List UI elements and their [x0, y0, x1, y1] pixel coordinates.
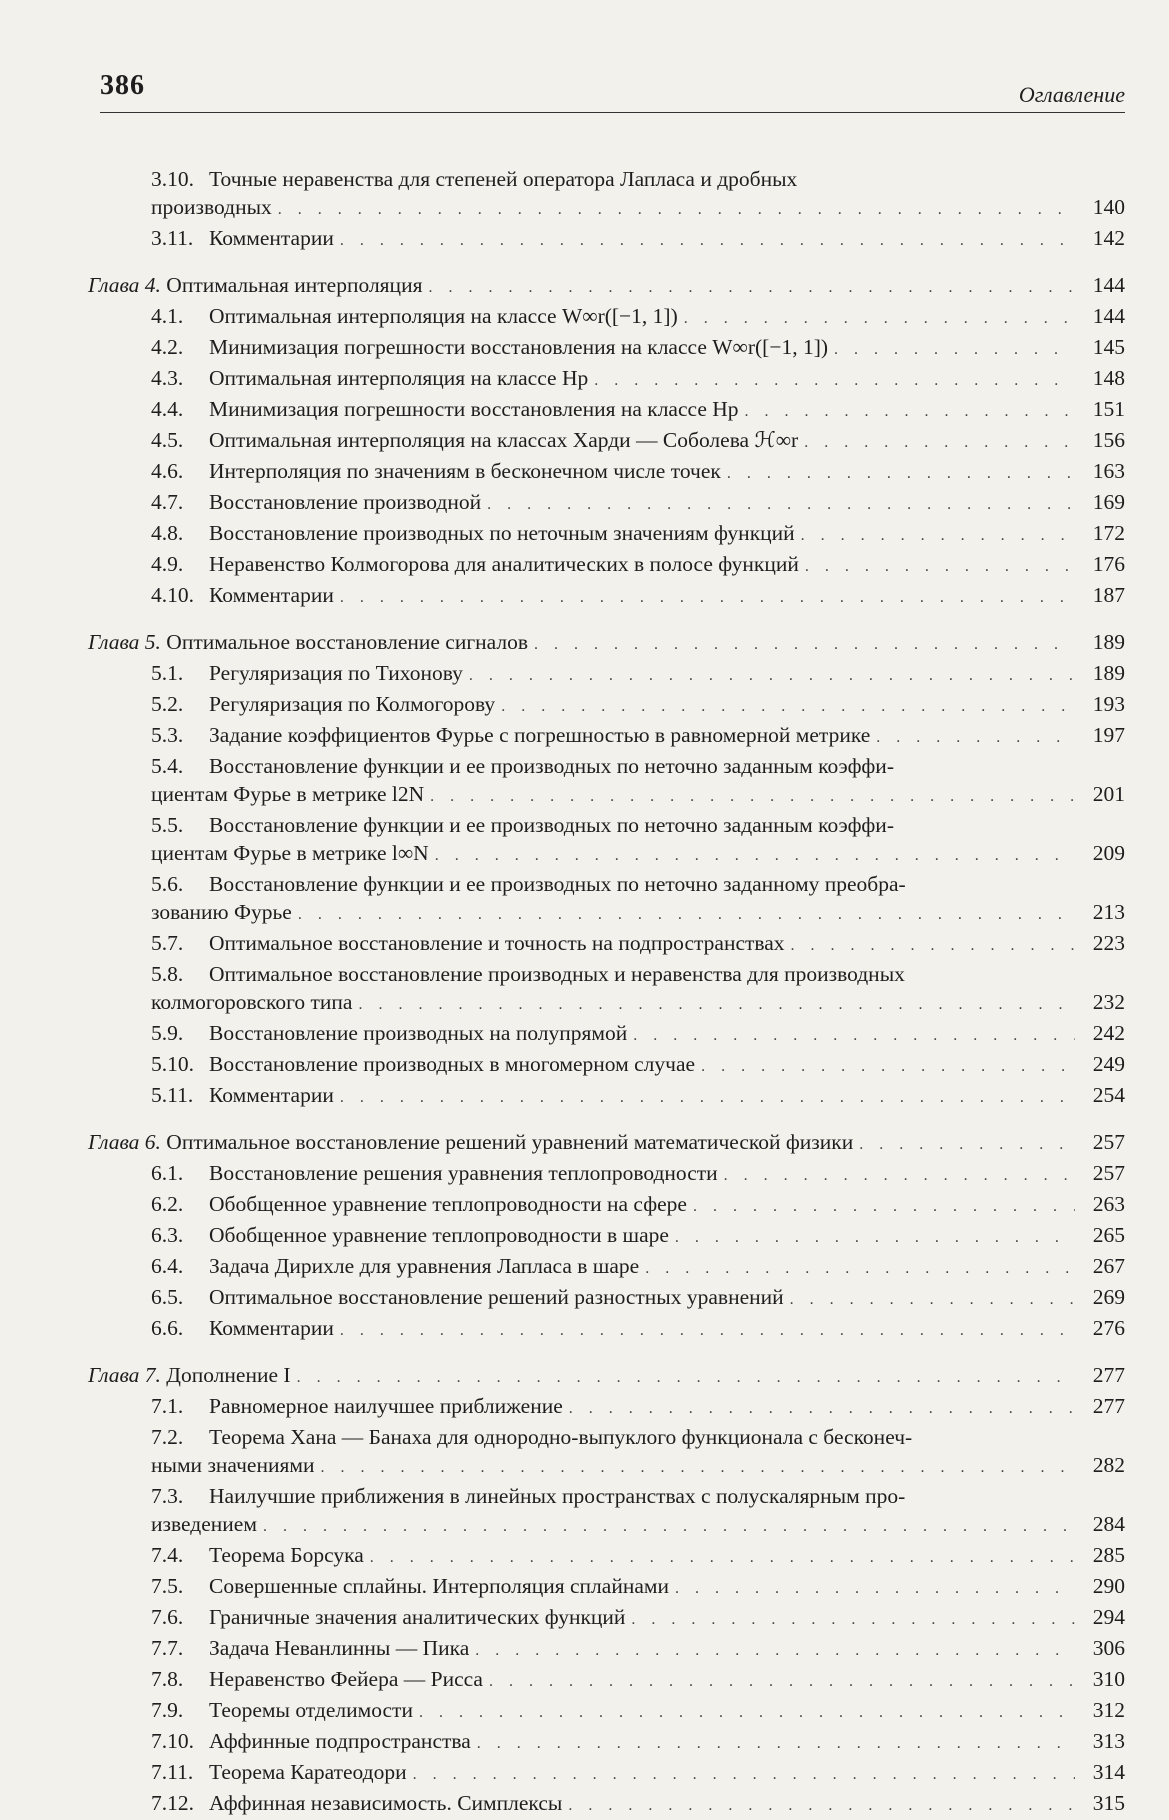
entry-title: Совершенные сплайны. Интерполяция сплайнами — [209, 1574, 669, 1598]
page-ref: 213 — [1092, 900, 1125, 924]
page-ref: 277 — [1092, 1394, 1125, 1418]
section-number: 4.8. — [151, 521, 184, 545]
leader-dots — [297, 1364, 1075, 1392]
leader-dots — [701, 1053, 1075, 1081]
entry-title: ными значениями — [151, 1453, 315, 1477]
chapter-label: Глава 7. — [88, 1363, 161, 1387]
leader-dots — [340, 227, 1075, 255]
section-number: 5.8. — [151, 962, 184, 986]
toc-line — [88, 224, 1125, 255]
entry-title: Восстановление производных по неточным значениям функций — [209, 521, 795, 545]
page-ref: 193 — [1092, 692, 1125, 716]
leader-dots — [745, 398, 1075, 426]
entry-title: Теорема Каратеодори — [209, 1760, 407, 1784]
entry-title: Минимизация погрешности восстановления на классе Hp — [209, 397, 739, 421]
toc-line — [88, 364, 1125, 395]
entry-title: циентам Фурье в метрике l2N — [151, 782, 425, 806]
toc-line — [88, 550, 1125, 581]
toc-line — [88, 1128, 1125, 1159]
page-ref: 249 — [1092, 1052, 1125, 1076]
section-number: 4.7. — [151, 490, 184, 514]
toc-section — [88, 550, 1125, 581]
leader-dots — [435, 842, 1075, 870]
page-ref: 285 — [1092, 1543, 1125, 1567]
running-title: Оглавление — [1018, 82, 1125, 107]
toc-section — [88, 1392, 1125, 1423]
page-ref: 312 — [1092, 1698, 1125, 1722]
toc-section — [88, 519, 1125, 550]
toc-section — [88, 224, 1125, 255]
toc-line — [88, 721, 1125, 752]
section-number: 7.9. — [151, 1698, 184, 1722]
entry-title: Равномерное наилучшее приближение — [209, 1394, 563, 1418]
toc-line — [88, 1190, 1125, 1221]
page-ref: 267 — [1092, 1254, 1125, 1278]
entry-title: Задача Дирихле для уравнения Лапласа в шаре — [209, 1254, 640, 1278]
entry-title: Комментарии — [209, 226, 334, 250]
toc-line — [88, 929, 1125, 960]
page-ref: 315 — [1092, 1791, 1125, 1815]
section-number: 7.7. — [151, 1636, 184, 1660]
section-number: 6.3. — [151, 1223, 184, 1247]
section-number: 4.6. — [151, 459, 184, 483]
chapter-label: Глава 5. — [88, 630, 161, 654]
page-ref: 276 — [1092, 1316, 1125, 1340]
entry-title: Обобщенное уравнение теплопроводности на сфере — [209, 1192, 687, 1216]
leader-dots — [594, 367, 1075, 395]
toc-line — [88, 1665, 1125, 1696]
entry-title: Оптимальное восстановление производных и неравенства для производных — [209, 962, 905, 986]
entry-title: Регуляризация по Колмогорову — [209, 692, 496, 716]
leader-dots — [834, 336, 1075, 364]
section-number: 4.9. — [151, 552, 184, 576]
page-ref: 282 — [1092, 1453, 1125, 1477]
section-number: 5.5. — [151, 813, 184, 837]
leader-dots — [340, 1084, 1075, 1112]
toc-line — [88, 1696, 1125, 1727]
page-ref: 187 — [1092, 583, 1125, 607]
toc-section — [88, 752, 1125, 811]
toc-section — [88, 870, 1125, 929]
toc-line — [88, 395, 1125, 426]
section-number: 7.10. — [151, 1729, 194, 1753]
section-number: 5.10. — [151, 1052, 194, 1076]
section-number: 3.11. — [151, 226, 194, 250]
entry-title: Теоремы отделимости — [209, 1698, 413, 1722]
section-number: 5.4. — [151, 754, 184, 778]
entry-title: Восстановление производных на полупрямой — [209, 1021, 628, 1045]
toc-line — [88, 1541, 1125, 1572]
entry-title: Обобщенное уравнение теплопроводности в шаре — [209, 1223, 669, 1247]
leader-dots — [684, 305, 1075, 333]
page-ref: 284 — [1092, 1512, 1125, 1536]
toc-section — [88, 1572, 1125, 1603]
leader-dots — [477, 1730, 1075, 1758]
leader-dots — [534, 631, 1075, 659]
toc-line — [88, 1727, 1125, 1758]
toc-line — [88, 1758, 1125, 1789]
toc-section — [88, 1727, 1125, 1758]
toc-section — [88, 1696, 1125, 1727]
leader-dots — [675, 1224, 1075, 1252]
section-number: 5.9. — [151, 1021, 184, 1045]
toc-section — [88, 1081, 1125, 1112]
section-number: 4.1. — [151, 304, 184, 328]
toc-line — [88, 1361, 1125, 1392]
leader-dots — [876, 724, 1075, 752]
leader-dots — [631, 1606, 1075, 1634]
toc-section — [88, 1221, 1125, 1252]
page-ref: 290 — [1092, 1574, 1125, 1598]
toc-section — [88, 1252, 1125, 1283]
entry-title: Восстановление производных в многомерном случае — [209, 1052, 696, 1076]
toc-line — [88, 1451, 1125, 1482]
toc-section — [88, 1789, 1125, 1820]
page-ref: 142 — [1092, 226, 1125, 250]
toc-line — [88, 1482, 1125, 1510]
toc-section — [88, 426, 1125, 457]
section-number: 5.1. — [151, 661, 184, 685]
toc-line — [88, 1252, 1125, 1283]
page-ref: 265 — [1092, 1223, 1125, 1247]
leader-dots — [487, 491, 1075, 519]
leader-dots — [633, 1022, 1075, 1050]
entry-title: Оптимальная интерполяция на классе W∞r([−1, 1]) — [209, 304, 678, 328]
entry-title: Комментарии — [209, 1316, 334, 1340]
page-header — [100, 68, 1125, 113]
chapter-label: Глава 6. — [88, 1130, 161, 1154]
toc-section — [88, 395, 1125, 426]
toc-line — [88, 1019, 1125, 1050]
page-ref: 223 — [1092, 931, 1125, 955]
page-ref: 148 — [1092, 366, 1125, 390]
entry-title: Комментарии — [209, 1083, 334, 1107]
leader-dots — [790, 1286, 1075, 1314]
toc-line — [88, 1159, 1125, 1190]
leader-dots — [727, 460, 1075, 488]
toc-line — [88, 271, 1125, 302]
section-number: 7.1. — [151, 1394, 184, 1418]
toc-section — [88, 1603, 1125, 1634]
section-number: 5.11. — [151, 1083, 194, 1107]
section-number: 4.5. — [151, 428, 184, 452]
entry-title: Аффинные подпространства — [209, 1729, 471, 1753]
entry-title: Регуляризация по Тихонову — [209, 661, 463, 685]
section-number: 5.3. — [151, 723, 184, 747]
toc-line — [88, 960, 1125, 988]
page-ref: 144 — [1092, 273, 1125, 297]
leader-dots — [568, 1792, 1075, 1820]
page-ref: 306 — [1092, 1636, 1125, 1660]
toc-section — [88, 488, 1125, 519]
toc-line — [88, 581, 1125, 612]
toc-line — [88, 1081, 1125, 1112]
section-number: 7.3. — [151, 1484, 184, 1508]
page-ref: 269 — [1092, 1285, 1125, 1309]
leader-dots — [298, 901, 1075, 929]
toc-section — [88, 659, 1125, 690]
leader-dots — [645, 1255, 1075, 1283]
leader-dots — [569, 1395, 1075, 1423]
entry-title: Оптимальное восстановление сигналов — [166, 630, 529, 654]
leader-dots — [501, 693, 1075, 721]
entry-title: Восстановление решения уравнения теплопроводности — [209, 1161, 718, 1185]
toc-line — [88, 811, 1125, 839]
entry-title: изведением — [151, 1512, 257, 1536]
page-ref: 254 — [1092, 1083, 1125, 1107]
toc-section — [88, 581, 1125, 612]
toc-section — [88, 1758, 1125, 1789]
page-ref: 209 — [1092, 841, 1125, 865]
page-ref: 144 — [1092, 304, 1125, 328]
section-number: 3.10. — [151, 167, 194, 191]
toc-section — [88, 690, 1125, 721]
toc-line — [88, 780, 1125, 811]
toc-line — [88, 457, 1125, 488]
toc-section — [88, 302, 1125, 333]
entry-title: Неравенство Колмогорова для аналитических в полосе функций — [209, 552, 799, 576]
toc-line — [88, 302, 1125, 333]
section-number: 4.2. — [151, 335, 184, 359]
section-number: 4.4. — [151, 397, 184, 421]
leader-dots — [675, 1575, 1075, 1603]
toc-line — [88, 1789, 1125, 1820]
toc-line — [88, 519, 1125, 550]
entry-title: Восстановление функции и ее производных по неточно заданным коэффи- — [209, 754, 894, 778]
toc-line — [88, 690, 1125, 721]
leader-dots — [791, 932, 1075, 960]
entry-title: производных — [151, 195, 272, 219]
toc-section — [88, 1283, 1125, 1314]
leader-dots — [489, 1668, 1075, 1696]
leader-dots — [430, 783, 1075, 811]
toc-section — [88, 457, 1125, 488]
entry-title: Дополнение I — [166, 1363, 291, 1387]
leader-dots — [263, 1513, 1075, 1541]
entry-title: Интерполяция по значениям в бесконечном числе точек — [209, 459, 721, 483]
table-of-contents — [88, 165, 1125, 1820]
toc-section — [88, 364, 1125, 395]
leader-dots — [469, 662, 1075, 690]
toc-section — [88, 1050, 1125, 1081]
toc-section — [88, 1634, 1125, 1665]
toc-line — [88, 1423, 1125, 1451]
toc-section — [88, 1159, 1125, 1190]
section-number: 4.10. — [151, 583, 194, 607]
page-ref: 314 — [1092, 1760, 1125, 1784]
toc-line — [88, 333, 1125, 364]
section-number: 4.3. — [151, 366, 184, 390]
chapter-label: Глава 4. — [88, 273, 161, 297]
entry-title: Граничные значения аналитических функций — [209, 1605, 626, 1629]
section-number: 6.5. — [151, 1285, 184, 1309]
page-number: 386 — [100, 70, 145, 101]
entry-title: Теорема Борсука — [209, 1543, 364, 1567]
section-number: 6.2. — [151, 1192, 184, 1216]
entry-title: Комментарии — [209, 583, 334, 607]
entry-title: Аффинная независимость. Симплексы — [209, 1791, 563, 1815]
leader-dots — [413, 1761, 1075, 1789]
section-number: 7.5. — [151, 1574, 184, 1598]
entry-title: Наилучшие приближения в линейных пространствах с полускалярным про- — [209, 1484, 906, 1508]
page-ref: 257 — [1092, 1161, 1125, 1185]
page-ref: 263 — [1092, 1192, 1125, 1216]
page-ref: 172 — [1092, 521, 1125, 545]
entry-title: Минимизация погрешности восстановления на классе W∞r([−1, 1]) — [209, 335, 829, 359]
section-number: 7.6. — [151, 1605, 184, 1629]
leader-dots — [475, 1637, 1075, 1665]
leader-dots — [693, 1193, 1075, 1221]
toc-line — [88, 1314, 1125, 1345]
entry-title: Оптимальное восстановление решений разностных уравнений — [209, 1285, 784, 1309]
toc-section — [88, 721, 1125, 752]
entry-title: Оптимальное восстановление и точность на подпространствах — [209, 931, 785, 955]
toc-section — [88, 1541, 1125, 1572]
toc-line — [88, 488, 1125, 519]
page-ref: 145 — [1092, 335, 1125, 359]
page-ref: 197 — [1092, 723, 1125, 747]
entry-title: Оптимальная интерполяция на классе Hp — [209, 366, 589, 390]
toc-line — [88, 870, 1125, 898]
toc-line — [88, 1221, 1125, 1252]
leader-dots — [804, 429, 1075, 457]
toc-line — [88, 426, 1125, 457]
leader-dots — [724, 1162, 1075, 1190]
entry-title: Неравенство Фейера — Рисса — [209, 1667, 483, 1691]
entry-title: циентам Фурье в метрике l∞N — [151, 841, 429, 865]
entry-title: Задача Неванлинны — Пика — [209, 1636, 470, 1660]
toc-line — [88, 659, 1125, 690]
page-ref: 242 — [1092, 1021, 1125, 1045]
toc-line — [88, 1572, 1125, 1603]
toc-chapter — [88, 271, 1125, 302]
toc-section — [88, 960, 1125, 1019]
toc-chapter — [88, 1128, 1125, 1159]
section-number: 5.6. — [151, 872, 184, 896]
leader-dots — [321, 1454, 1076, 1482]
leader-dots — [340, 584, 1075, 612]
leader-dots — [370, 1544, 1075, 1572]
entry-title: Оптимальная интерполяция на классах Харди — Соболева ℋ∞r — [209, 428, 799, 452]
section-number: 7.4. — [151, 1543, 184, 1567]
toc-section — [88, 1190, 1125, 1221]
toc-chapter — [88, 1361, 1125, 1392]
page-ref: 151 — [1092, 397, 1125, 421]
entry-title: Задание коэффициентов Фурье с погрешностью в равномерной метрике — [209, 723, 871, 747]
page-ref: 201 — [1092, 782, 1125, 806]
leader-dots — [805, 553, 1075, 581]
entry-title: Точные неравенства для степеней оператора Лапласа и дробных — [209, 167, 798, 191]
page-ref: 189 — [1092, 630, 1125, 654]
toc-section — [88, 333, 1125, 364]
toc-line — [88, 1050, 1125, 1081]
toc-line — [88, 988, 1125, 1019]
page-ref: 257 — [1092, 1130, 1125, 1154]
section-number: 6.6. — [151, 1316, 184, 1340]
toc-section — [88, 1665, 1125, 1696]
entry-title: Теорема Хана — Банаха для однородно-выпуклого функционала с бесконеч- — [209, 1425, 913, 1449]
page-ref: 189 — [1092, 661, 1125, 685]
entry-title: Восстановление функции и ее производных по неточно заданным коэффи- — [209, 813, 894, 837]
page-ref: 310 — [1092, 1667, 1125, 1691]
page-ref: 232 — [1092, 990, 1125, 1014]
page-ref: 277 — [1092, 1363, 1125, 1387]
toc-section — [88, 165, 1125, 224]
toc-section — [88, 1019, 1125, 1050]
toc-line — [88, 1392, 1125, 1423]
leader-dots — [428, 274, 1075, 302]
toc-line — [88, 1603, 1125, 1634]
toc-section — [88, 929, 1125, 960]
toc-line — [88, 1510, 1125, 1541]
leader-dots — [859, 1131, 1075, 1159]
entry-title: колмогоровского типа — [151, 990, 353, 1014]
leader-dots — [340, 1317, 1075, 1345]
section-number: 6.4. — [151, 1254, 184, 1278]
entry-title: Восстановление функции и ее производных по неточно заданному преобра- — [209, 872, 906, 896]
page-ref: 140 — [1092, 195, 1125, 219]
toc-line — [88, 1634, 1125, 1665]
section-number: 7.8. — [151, 1667, 184, 1691]
toc-section — [88, 1314, 1125, 1345]
entry-title: Оптимальная интерполяция — [166, 273, 423, 297]
section-number: 5.7. — [151, 931, 184, 955]
toc-section — [88, 811, 1125, 870]
page-ref: 169 — [1092, 490, 1125, 514]
entry-title: Восстановление производной — [209, 490, 482, 514]
section-number: 5.2. — [151, 692, 184, 716]
page-ref: 176 — [1092, 552, 1125, 576]
section-number: 7.2. — [151, 1425, 184, 1449]
toc-chapter — [88, 628, 1125, 659]
toc-line — [88, 839, 1125, 870]
section-number: 7.11. — [151, 1760, 194, 1784]
toc-line — [88, 165, 1125, 193]
page-ref: 156 — [1092, 428, 1125, 452]
entry-title: Оптимальное восстановление решений уравнений математической физики — [166, 1130, 854, 1154]
page-ref: 294 — [1092, 1605, 1125, 1629]
leader-dots — [801, 522, 1075, 550]
page-ref: 163 — [1092, 459, 1125, 483]
toc-section — [88, 1482, 1125, 1541]
section-number: 7.12. — [151, 1791, 194, 1815]
toc-line — [88, 898, 1125, 929]
toc-line — [88, 1283, 1125, 1314]
toc-line — [88, 193, 1125, 224]
entry-title: зованию Фурье — [151, 900, 292, 924]
section-number: 6.1. — [151, 1161, 184, 1185]
leader-dots — [358, 991, 1075, 1019]
toc-line — [88, 628, 1125, 659]
leader-dots — [419, 1699, 1075, 1727]
toc-section — [88, 1423, 1125, 1482]
page-ref: 313 — [1092, 1729, 1125, 1753]
leader-dots — [278, 196, 1075, 224]
toc-line — [88, 752, 1125, 780]
